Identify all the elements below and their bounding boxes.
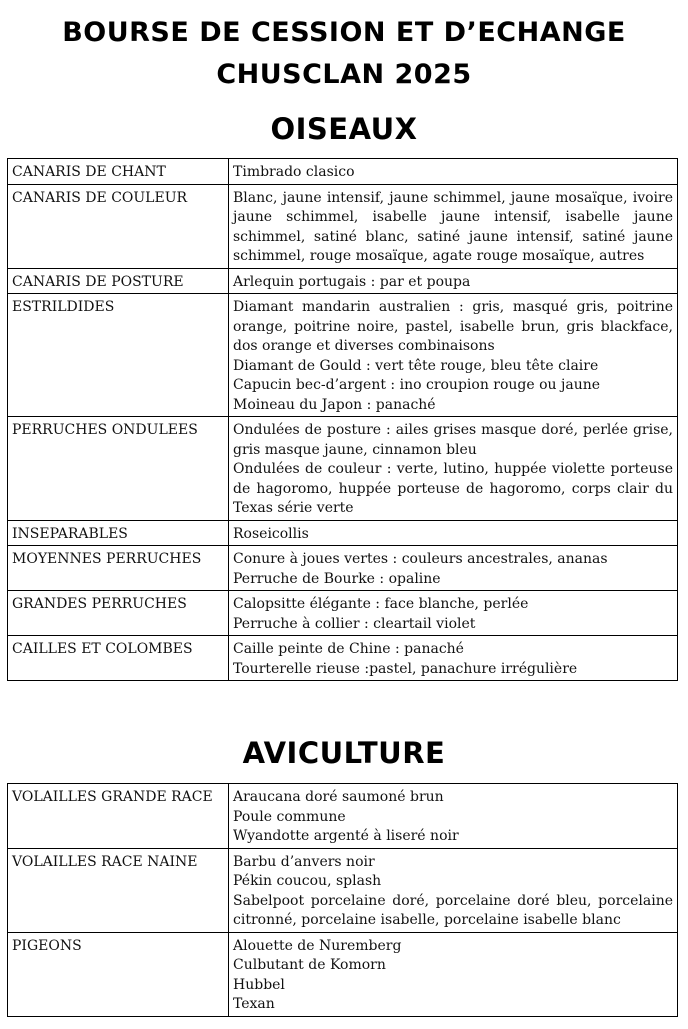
description-line: Tourterelle rieuse :pastel, panachure irrégulière xyxy=(233,660,578,677)
description-line: Moineau du Japon : panaché xyxy=(233,396,436,413)
description-line: Blanc, jaune intensif, jaune schimmel, jaune mosaïque, ivoire jaune schimmel, isabelle jaune intensif, isabelle jaune schimmel, satiné blanc, satiné jaune intensif, satiné jaune schimmel, rouge mosaïque, agate rouge mosaïque, autres xyxy=(233,189,673,264)
description-cell xyxy=(229,294,678,417)
description-line: Poule commune xyxy=(233,808,346,825)
description-cell xyxy=(229,268,678,294)
table-row xyxy=(8,636,678,681)
table-row xyxy=(8,848,678,932)
category-cell: CANARIS DE CHANT xyxy=(8,159,229,185)
birds-table xyxy=(7,158,678,681)
table-row xyxy=(8,184,678,268)
description-cell xyxy=(229,591,678,636)
description-line: Diamant mandarin australien : gris, masqué gris, poitrine orange, poitrine noire, pastel, isabelle brun, gris blackface, dos orange et diverses combinaisons xyxy=(233,299,673,354)
description-cell xyxy=(229,848,678,932)
category-cell: INSEPARABLES xyxy=(8,520,229,546)
table-row xyxy=(8,546,678,591)
description-line: Roseicollis xyxy=(233,525,309,542)
description-line: Culbutant de Komorn xyxy=(233,957,386,973)
description-line: Arlequin portugais : par et poupa xyxy=(233,273,471,290)
description-cell xyxy=(229,417,678,521)
table-row xyxy=(8,417,678,521)
category-cell: CANARIS DE POSTURE xyxy=(8,268,229,294)
description-line: Ondulées de posture : ailes grises masque doré, perlée grise, gris masque jaune, cinnamon bleu xyxy=(233,422,673,458)
description-line: Capucin bec-d’argent : ino croupion rouge ou jaune xyxy=(233,377,601,393)
description-line: Wyandotte argenté à liseré noir xyxy=(233,828,459,844)
table-row xyxy=(8,268,678,294)
document-title: BOURSE DE CESSION ET D’ECHANGE xyxy=(62,17,626,48)
description-line: Calopsitte élégante : face blanche, perlée xyxy=(233,596,529,612)
table-row xyxy=(8,932,678,1016)
category-cell: PIGEONS xyxy=(8,932,229,1016)
description-line: Perruche à collier : cleartail violet xyxy=(233,615,476,632)
category-cell: ESTRILDIDES xyxy=(8,294,229,417)
document-subtitle: CHUSCLAN 2025 xyxy=(216,59,472,90)
description-cell xyxy=(229,159,678,185)
table-row xyxy=(8,784,678,849)
description-line: Conure à joues vertes : couleurs ancestrales, ananas xyxy=(233,551,608,567)
aviculture-table xyxy=(7,783,678,1017)
description-line: Perruche de Bourke : opaline xyxy=(233,570,441,587)
description-line: Pékin coucou, splash xyxy=(233,873,382,889)
section-heading-aviculture: AVICULTURE xyxy=(242,736,446,770)
section-heading-birds: OISEAUX xyxy=(270,112,418,146)
category-cell: CANARIS DE COULEUR xyxy=(8,184,229,268)
description-cell xyxy=(229,184,678,268)
description-line: Timbrado clasico xyxy=(233,164,355,180)
description-line: Hubbel xyxy=(233,976,285,993)
description-cell xyxy=(229,636,678,681)
category-cell: CAILLES ET COLOMBES xyxy=(8,636,229,681)
table-row xyxy=(8,591,678,636)
description-line: Barbu d’anvers noir xyxy=(233,853,375,870)
category-cell: PERRUCHES ONDULEES xyxy=(8,417,229,521)
description-cell xyxy=(229,520,678,546)
description-cell xyxy=(229,932,678,1016)
description-line: Diamant de Gould : vert tête rouge, bleu tête claire xyxy=(233,357,599,374)
table-row xyxy=(8,520,678,546)
description-line: Texan xyxy=(233,996,275,1012)
description-line: Sabelpoot porcelaine doré, porcelaine doré bleu, porcelaine citronné, porcelaine isabelle, porcelaine isabelle blanc xyxy=(233,892,673,928)
description-cell xyxy=(229,784,678,849)
category-cell: VOLAILLES RACE NAINE xyxy=(8,848,229,932)
description-line: Alouette de Nuremberg xyxy=(233,937,402,954)
category-cell: GRANDES PERRUCHES xyxy=(8,591,229,636)
category-cell: MOYENNES PERRUCHES xyxy=(8,546,229,591)
description-line: Caille peinte de Chine : panaché xyxy=(233,641,464,657)
description-line: Ondulées de couleur : verte, lutino, huppée violette porteuse de hagoromo, huppée porteuse de hagoromo, corps clair du Texas série verte xyxy=(233,461,673,516)
table-row xyxy=(8,294,678,417)
category-cell: VOLAILLES GRANDE RACE xyxy=(8,784,229,849)
description-line: Araucana doré saumoné brun xyxy=(233,789,444,805)
table-row xyxy=(8,159,678,185)
description-cell xyxy=(229,546,678,591)
